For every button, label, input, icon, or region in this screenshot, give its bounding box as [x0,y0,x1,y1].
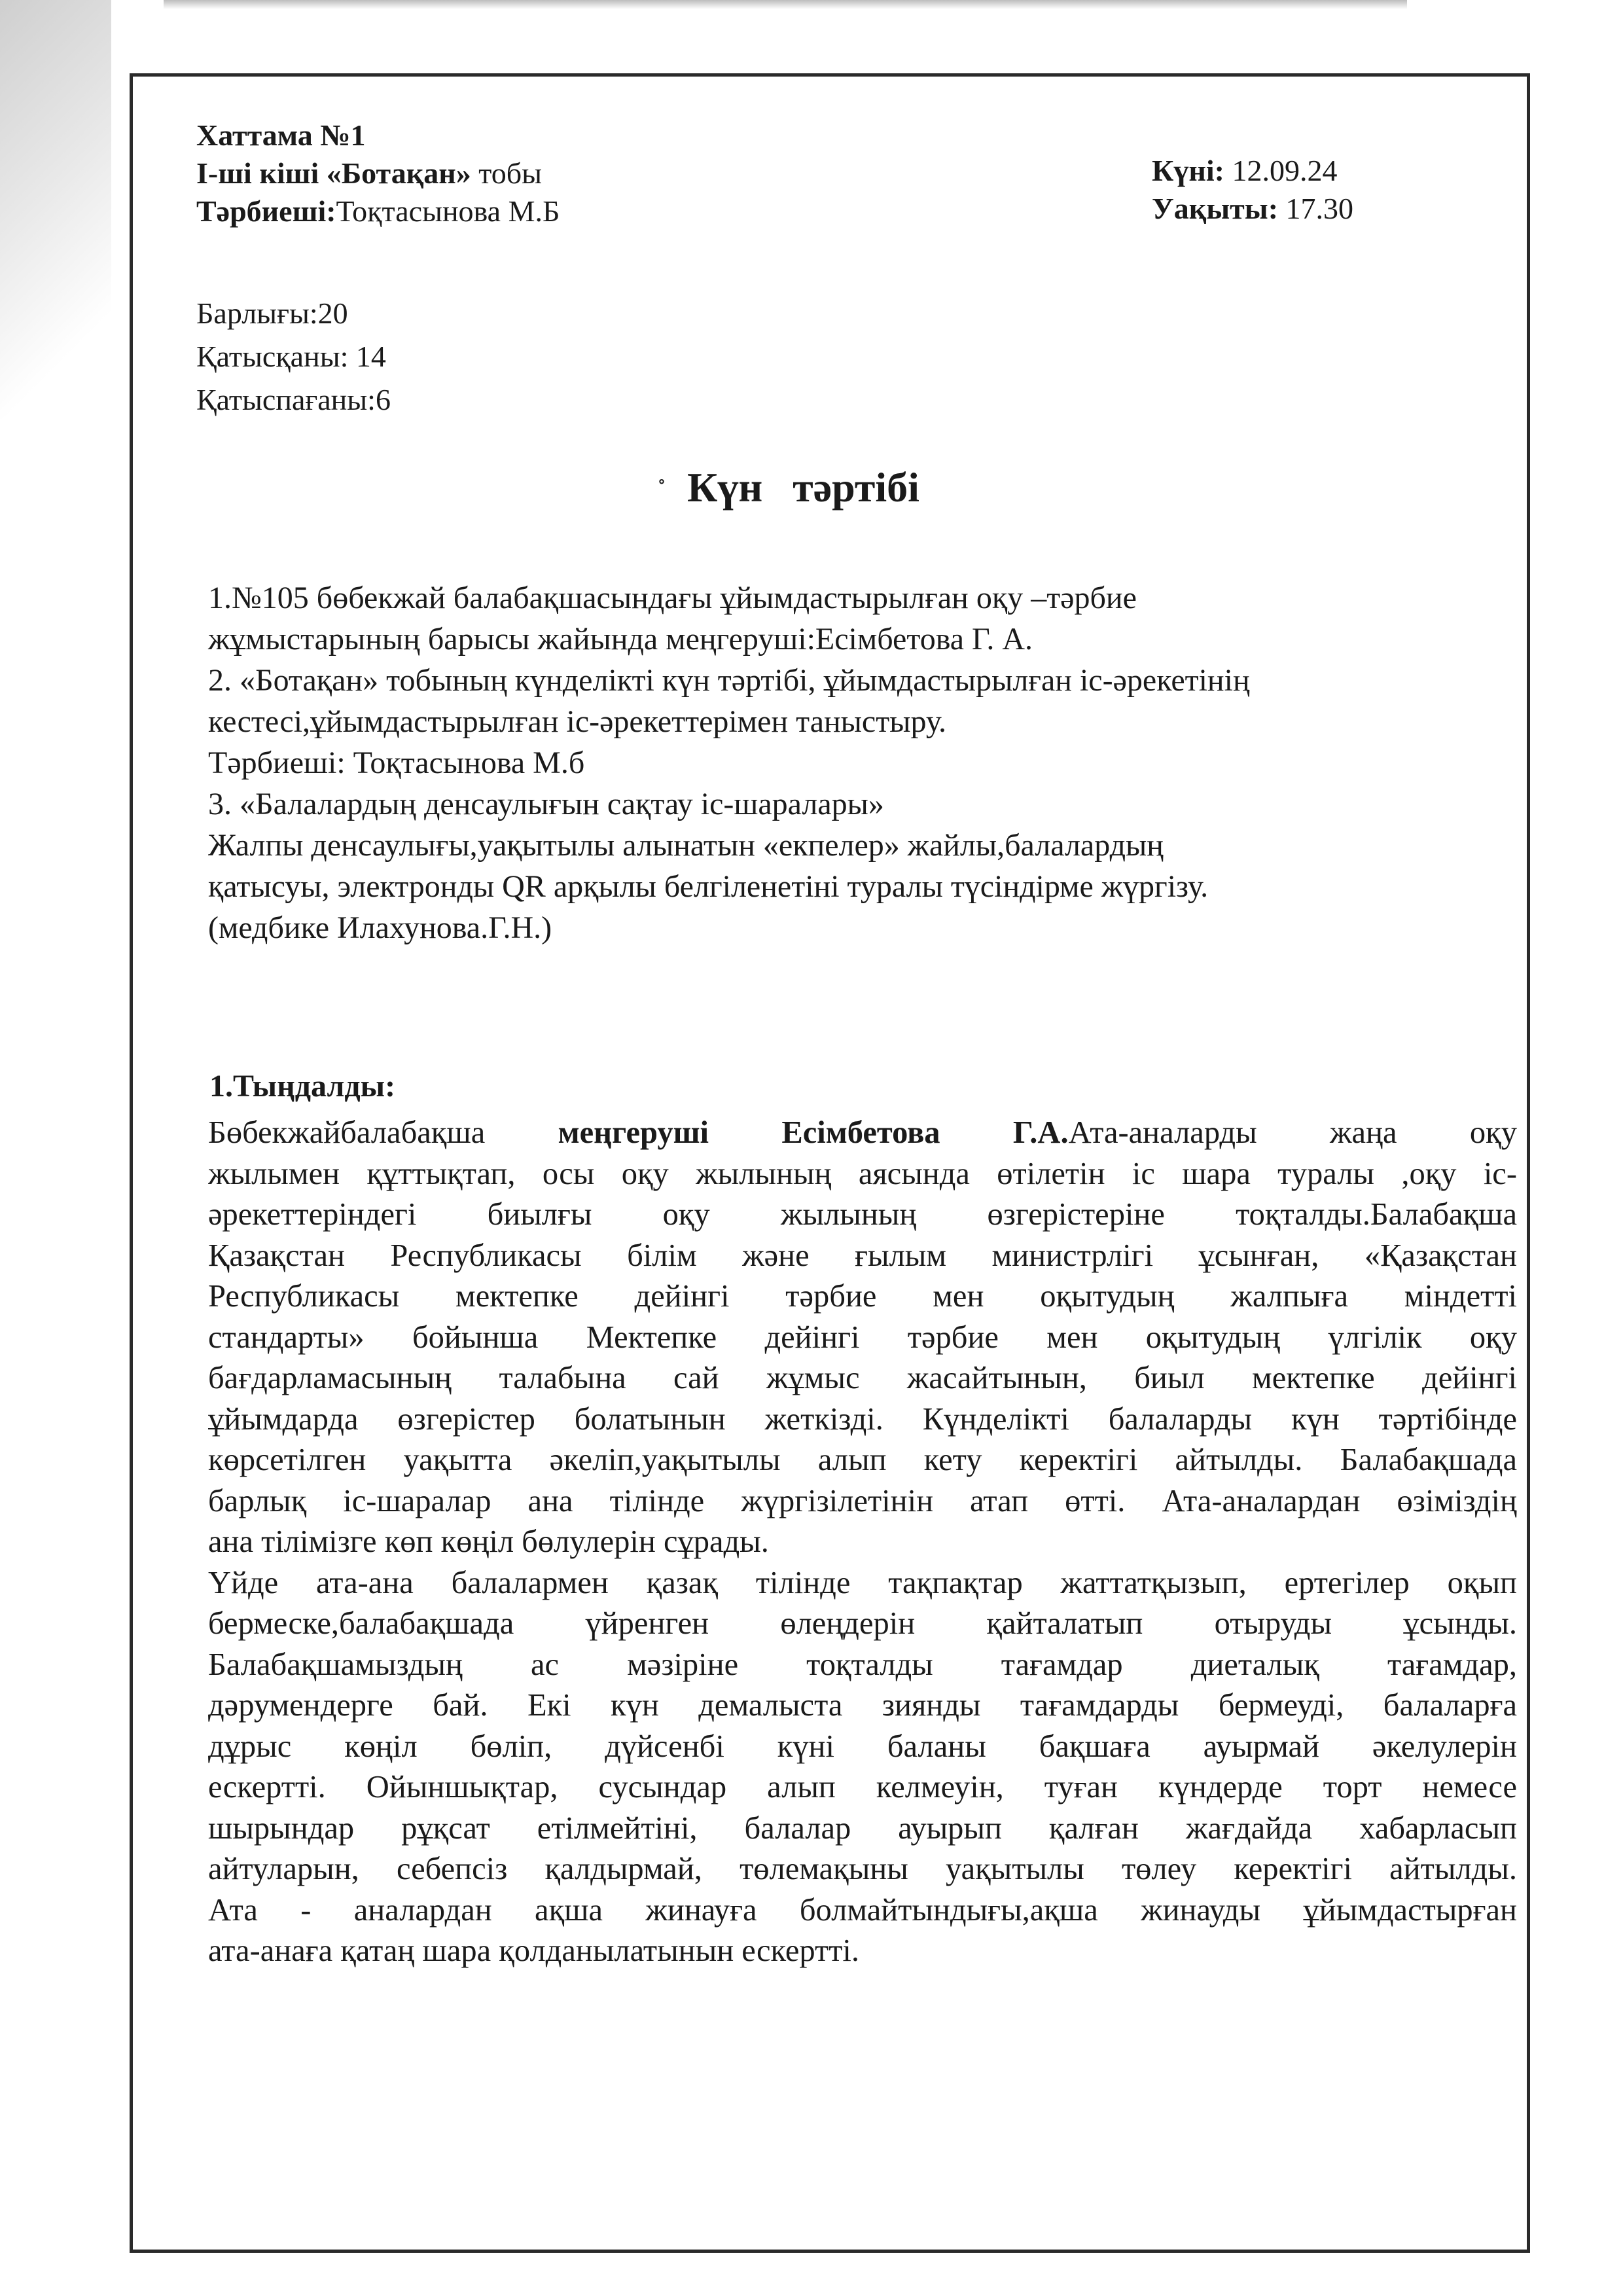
body-line: Балабақшамыздың ас мәзіріне тоқталды тағамдар диеталық тағамдар, [208,1647,1517,1682]
agenda-line: 3. «Балалардың денсаулығын сақтау іс-шаралары» [208,787,884,821]
agenda-line: Жалпы денсаулығы,уақытылы алынатын «екпелер» жайлы,балалардың [208,828,1164,863]
body-line: айтуларын, себепсіз қалдырмай, төлемақыны уақытылы төлеу керектігі айтылды. [208,1852,1517,1886]
speaker-rest: Ата-аналарды жаңа оқу [1068,1115,1517,1150]
section-heading: 1.Тыңдалды: [209,1069,396,1103]
group-name-suffix: тобы [471,156,543,190]
protocol-number: Хаттама №1 [196,118,366,152]
page-title: Күн тәртібі [687,464,919,511]
date-line [1152,152,1353,190]
agenda-line: қатысуы, электронды QR арқылы белгіленетіні туралы түсіндірме жүргізу. [208,869,1209,904]
attendance-present: Қатысқаны: 14 [196,340,386,373]
time-label: Уақыты: [1152,192,1279,225]
group-name [196,154,560,192]
body-line-last: ана тілімізге көп көңіл бөлулерін сұрады. [208,1524,769,1559]
body-line: барлық іс-шаралар ана тілінде жүргізілетінін атап өтті. Ата-аналардан өзіміздің [208,1483,1517,1518]
body-line: көрсетілген уақытта әкеліп,уақытылы алып кету керектігі айтылды. Балабақшада [208,1443,1517,1477]
body-line-speaker [208,1113,1517,1154]
body-line: Республикасы мектепке дейінгі тәрбие мен оқытудың жалпыға міндетті [208,1279,1517,1314]
group-name-bold: І-ші кіші «Ботақан» [196,156,471,190]
time-value: 17.30 [1278,192,1354,225]
attendance-total: Барлығы:20 [196,296,348,330]
agenda-line: кестесі,ұйымдастырылған іс-әрекеттерімен таныстыру. [208,704,947,739]
body-line: шырындар рұқсат етілмейтіні, балалар ауырып қалған жағдайда хабарласып [208,1810,1517,1846]
body-line: бермеске,балабақшада үйренген өлеңдерін қайталатып отыруды ұсынды. [208,1606,1517,1641]
agenda-line: жұмыстарының барысы жайында меңгеруші:Есімбетова Г. А. [208,622,1033,656]
date-value: 12.09.24 [1224,154,1338,187]
agenda-line: Тәрбиеші: Тоқтасынова М.б [208,745,585,780]
body-line: ескертті. Ойыншықтар, сусындар алып келмеуін, туған күндерде торт немесе [208,1770,1517,1804]
body-line: әрекеттеріндегі биылғы оқу жылының өзгерістеріне тоқталды.Балабақша [208,1197,1517,1232]
date-time-block [1152,152,1353,228]
teacher-label: Тәрбиеші: [196,194,336,228]
attendance-absent: Қатыспағаны:6 [196,383,391,416]
agenda-line: 1.№105 бөбекжай балабақшасындағы ұйымдастырылған оқу –тәрбие [208,581,1137,615]
agenda-list [208,577,1517,948]
time-line [1152,190,1353,228]
minutes-body [208,1113,1517,1972]
body-line: стандарты» бойынша Мектепке дейінгі тәрбие мен оқытудың үлгілік оқу [208,1319,1517,1355]
body-line-last: ата-анаға қатаң шара қолданылатынын ескертті. [208,1933,860,1968]
body-line: дұрыс көңіл бөліп, дүйсенбі күні баланы бақшаға ауырмай әкелулерін [208,1729,1517,1764]
protocol-header [196,117,560,230]
date-label: Күні: [1152,154,1224,187]
body-line: Ата - аналардан ақша жинауға болмайтындығы,ақша жинауды ұйымдастырған [208,1892,1517,1928]
body-line: дәрумендерге бай. Екі күн демалыста зиянды тағамдарды бермеуді, балаларға [208,1688,1517,1723]
body-line: Үйде ата-ана балалармен қазақ тілінде тақпақтар жаттатқызып, ертегілер оқып [208,1565,1517,1600]
body-line: бағдарламасының талабына сай жұмыс жасайтынын, биыл мектепке дейінгі [208,1361,1517,1395]
body-line: Қазақстан Республикасы білім және ғылым министрлігі ұсынған, «Қазақстан [208,1238,1517,1273]
speaker-prefix: Бөбекжайбалабақша [208,1115,558,1150]
scan-shadow [0,0,111,419]
body-line: ұйымдарда өзгерістер болатынын жеткізді. Күнделікті балаларды күн тәртібінде [208,1401,1517,1437]
teacher-line [196,192,560,230]
agenda-line: (медбике Илахунова.Г.Н.) [208,910,552,945]
attendance-stats [196,292,391,422]
body-line: жылымен құттықтап, осы оқу жылының аясында өтілетін іс шара туралы ,оқу іс- [208,1156,1517,1191]
title-mark: ˚ [658,475,666,501]
agenda-line: 2. «Ботақан» тобының күнделікті күн тәртібі, ұйымдастырылған іс-әрекетінің [208,663,1250,698]
speaker-name: меңгеруші Есімбетова Г.А. [558,1115,1069,1150]
teacher-name: Тоқтасынова М.Б [336,194,560,228]
scan-top-edge [164,0,1407,9]
